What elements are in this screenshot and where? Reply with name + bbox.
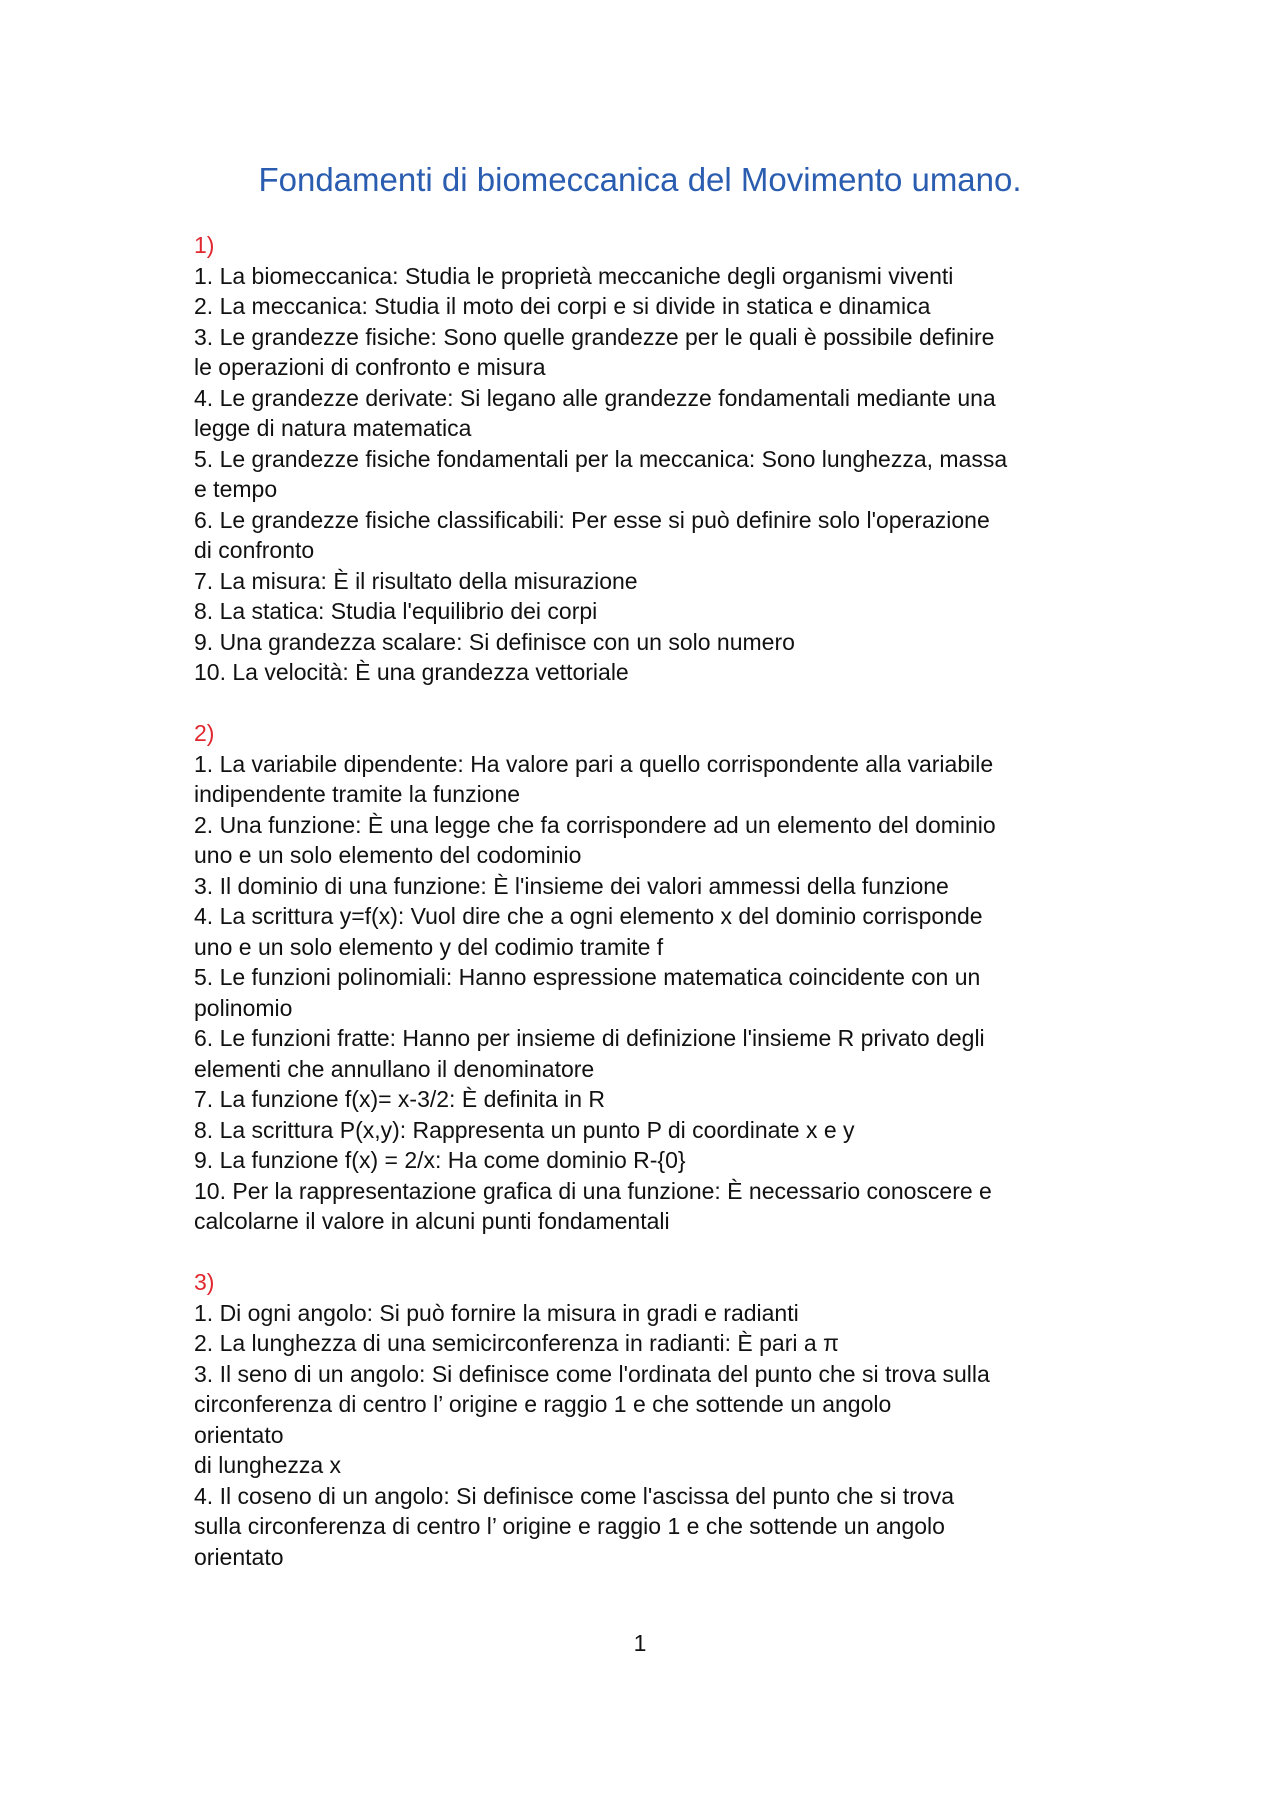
text-line: 7. La misura: È il risultato della misurazione [194, 567, 638, 594]
document-title: Fondamenti di biomeccanica del Movimento umano. [258, 161, 1022, 198]
text-line: 9. La funzione f(x) = 2/x: Ha come dominio R-{0} [194, 1147, 686, 1173]
section-3 [194, 1267, 1094, 1572]
text-line: circonferenza di centro l’ origine e raggio 1 e che sottende un angolo [194, 1391, 892, 1417]
text-line: 5. Le grandezze fisiche fondamentali per la meccanica: Sono lunghezza, massa [194, 445, 1008, 472]
text-line: indipendente tramite la funzione [194, 781, 521, 807]
section-label: 3) [194, 1269, 215, 1295]
text-line: uno e un solo elemento del codominio [194, 842, 582, 868]
section-2 [194, 718, 1094, 1237]
text-line: 5. Le funzioni polinomiali: Hanno espressione matematica coincidente con un [194, 964, 981, 990]
text-line: 6. Le funzioni fratte: Hanno per insieme di definizione l'insieme R privato degli [194, 1025, 985, 1051]
text-line: 8. La statica: Studia l'equilibrio dei corpi [194, 598, 598, 624]
section-label: 1) [194, 232, 215, 258]
text-line: 2. La meccanica: Studia il moto dei corpi e si divide in statica e dinamica [194, 293, 931, 319]
text-line: 6. Le grandezze fisiche classificabili: Per esse si può definire solo l'operazione [194, 506, 990, 533]
text-line: 4. La scrittura y=f(x): Vuol dire che a ogni elemento x del dominio corrisponde [194, 903, 983, 929]
text-line: orientato [194, 1543, 284, 1570]
text-line: 10. Per la rappresentazione grafica di una funzione: È necessario conoscere e [194, 1177, 992, 1204]
text-line: 7. La funzione f(x)= x-3/2: È definita in R [194, 1086, 606, 1112]
text-line: di lunghezza x [194, 1452, 342, 1478]
text-line: elementi che annullano il denominatore [194, 1055, 595, 1082]
section-1 [194, 230, 1094, 688]
text-line: 3. Le grandezze fisiche: Sono quelle grandezze per le quali è possibile definire [194, 323, 995, 350]
text-line: 3. Il seno di un angolo: Si definisce come l'ordinata del punto che si trova sulla [194, 1360, 990, 1387]
text-line: 1. La biomeccanica: Studia le proprietà meccaniche degli organismi viventi [194, 262, 954, 289]
page-number: 1 [633, 1630, 647, 1656]
text-line: 8. La scrittura P(x,y): Rappresenta un punto P di coordinate x e y [194, 1116, 855, 1143]
text-line: calcolarne il valore in alcuni punti fondamentali [194, 1208, 670, 1234]
text-line: uno e un solo elemento y del codimio tramite f [194, 933, 664, 960]
text-line: 1. La variabile dipendente: Ha valore pari a quello corrispondente alla variabile [194, 750, 994, 777]
text-line: le operazioni di confronto e misura [194, 354, 546, 380]
text-line: 2. La lunghezza di una semicirconferenza in radianti: È pari a π [194, 1330, 839, 1356]
section-label: 2) [194, 720, 215, 746]
text-line: 1. Di ogni angolo: Si può fornire la misura in gradi e radianti [194, 1299, 799, 1326]
text-line: sulla circonferenza di centro l’ origine e raggio 1 e che sottende un angolo [194, 1513, 945, 1539]
text-line: 9. Una grandezza scalare: Si definisce con un solo numero [194, 628, 795, 655]
text-line: 2. Una funzione: È una legge che fa corrispondere ad un elemento del dominio [194, 811, 996, 838]
text-line: orientato [194, 1421, 284, 1448]
text-line: legge di natura matematica [194, 415, 472, 441]
text-line: e tempo [194, 476, 278, 502]
text-line: polinomio [194, 994, 293, 1021]
text-line: 10. La velocità: È una grandezza vettoriale [194, 659, 629, 685]
text-line: 4. Le grandezze derivate: Si legano alle grandezze fondamentali mediante una [194, 384, 996, 411]
text-line: di confronto [194, 537, 315, 563]
text-line: 4. Il coseno di un angolo: Si definisce come l'ascissa del punto che si trova [194, 1482, 954, 1509]
document-content [194, 230, 1094, 1603]
text-line: 3. Il dominio di una funzione: È l'insieme dei valori ammessi della funzione [194, 872, 949, 899]
